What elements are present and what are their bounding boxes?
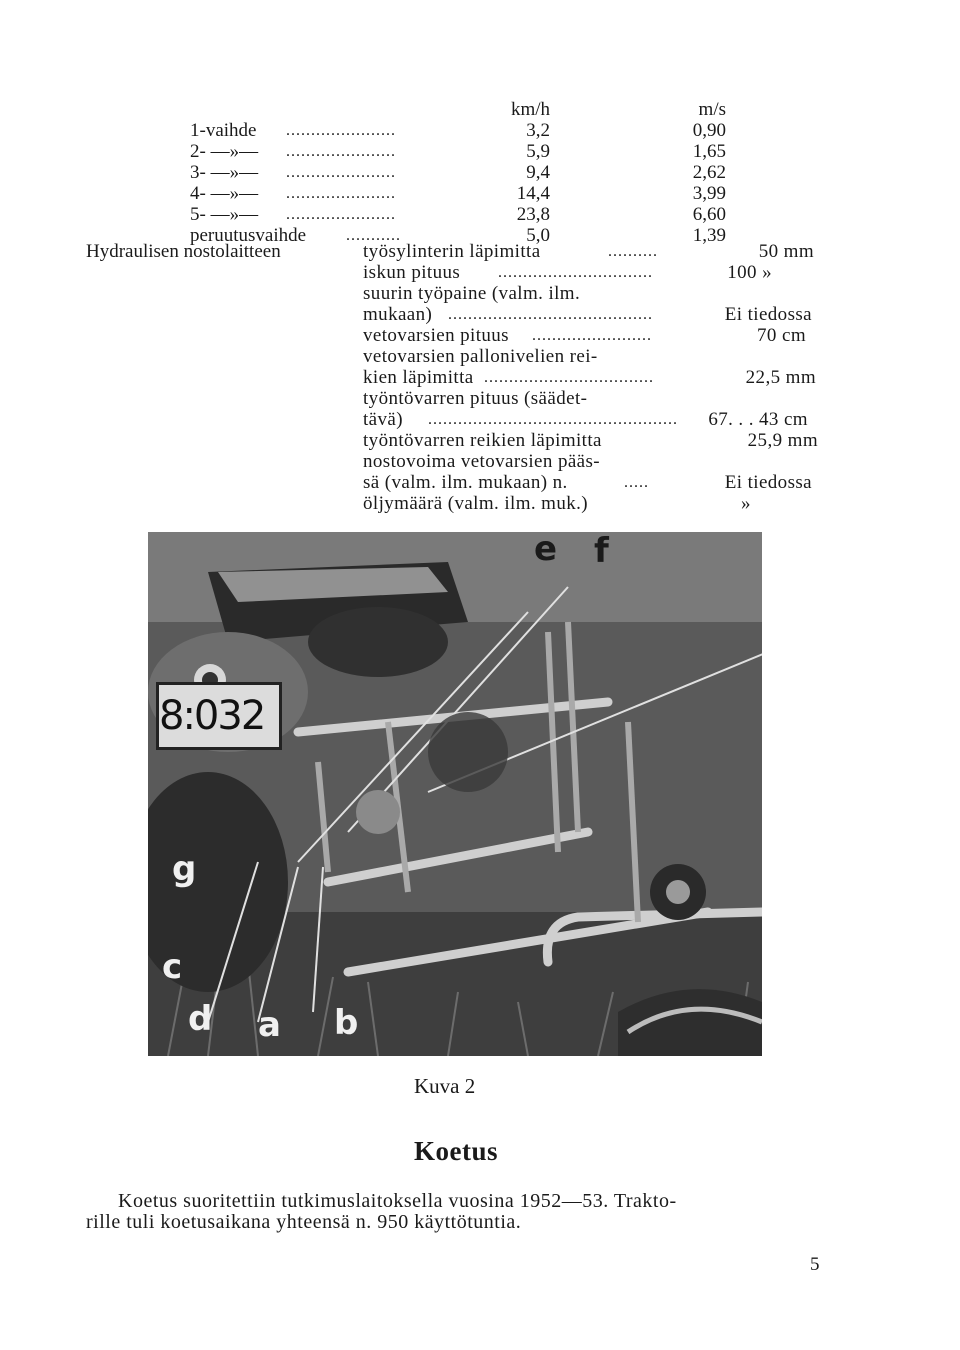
spec-label: iskun pituus bbox=[363, 262, 461, 283]
hydraulics-heading: Hydraulisen nostolaitteen bbox=[86, 241, 281, 262]
speed-ms: 2,62 bbox=[692, 162, 726, 183]
leader-dots: ......................................... bbox=[448, 306, 653, 323]
page-number: 5 bbox=[810, 1254, 820, 1275]
leader-dots: .......... bbox=[608, 243, 658, 260]
spec-label: sä (valm. ilm. mukaan) n. bbox=[363, 472, 568, 493]
leader-dots: ...................... bbox=[286, 143, 396, 160]
gear-label: 2- —»— bbox=[190, 141, 259, 162]
speed-ms: 0,90 bbox=[692, 120, 726, 141]
spec-label: nostovoima vetovarsien pääs- bbox=[363, 451, 601, 472]
gear-label: 1-vaihde bbox=[190, 120, 257, 141]
spec-value: Ei tiedossa bbox=[724, 304, 812, 325]
gear-label: peruutusvaihde bbox=[190, 225, 307, 246]
paragraph-line-1: Koetus suoritettiin tutkimuslaitoksella vuosina 1952—53. Trakto- bbox=[118, 1190, 677, 1212]
spec-value: 67. . . 43 cm bbox=[708, 409, 808, 430]
speed-kmh: 5,9 bbox=[526, 141, 550, 162]
photo-drawing bbox=[148, 532, 762, 1056]
leader-dots: ........................ bbox=[532, 327, 652, 344]
speed-ms: 6,60 bbox=[692, 204, 726, 225]
speed-kmh: 9,4 bbox=[526, 162, 550, 183]
spec-value: 25,9 mm bbox=[747, 430, 818, 451]
spec-label: työntövarren reikien läpimitta bbox=[363, 430, 602, 451]
photo-label-e: e bbox=[534, 532, 558, 569]
spec-label: työntövarren pituus (säädet- bbox=[363, 388, 588, 409]
spec-label: tävä) bbox=[363, 409, 403, 430]
spec-label: suurin työpaine (valm. ilm. bbox=[363, 283, 581, 304]
hitch-photograph bbox=[148, 532, 762, 1056]
spec-value: 50 mm bbox=[758, 241, 814, 262]
spec-value: 70 cm bbox=[757, 325, 806, 346]
leader-dots: ........... bbox=[346, 227, 401, 244]
spec-value: Ei tiedossa bbox=[724, 472, 812, 493]
figure-caption: Kuva 2 bbox=[414, 1074, 476, 1098]
photo-label-g: g bbox=[172, 849, 197, 889]
spec-label: kien läpimitta bbox=[363, 367, 474, 388]
speed-kmh: 23,8 bbox=[516, 204, 550, 225]
photo-label-b: b bbox=[334, 1003, 359, 1043]
speed-kmh: 14,4 bbox=[516, 183, 550, 204]
gear-label: 4- —»— bbox=[190, 183, 259, 204]
spec-value: 22,5 mm bbox=[745, 367, 816, 388]
speed-ms: 1,39 bbox=[692, 225, 726, 246]
speed-ms: 3,99 bbox=[692, 183, 726, 204]
leader-dots: ..... bbox=[624, 474, 649, 491]
gear-label: 5- —»— bbox=[190, 204, 259, 225]
speed-kmh: 3,2 bbox=[526, 120, 550, 141]
spec-label: öljymäärä (valm. ilm. muk.) bbox=[363, 493, 589, 514]
leader-dots: ...................... bbox=[286, 206, 396, 223]
speed-kmh: 5,0 bbox=[526, 225, 550, 246]
photo-label-c: c bbox=[162, 947, 183, 987]
leader-dots: ...................... bbox=[286, 122, 396, 139]
spec-label: työsylinterin läpimitta bbox=[363, 241, 541, 262]
spec-label: vetovarsien pallonivelien rei- bbox=[363, 346, 598, 367]
spec-value: 100 » bbox=[727, 262, 772, 283]
leader-dots: ...................... bbox=[286, 164, 396, 181]
header-kmh: km/h bbox=[510, 99, 550, 120]
photo-label-d: d bbox=[188, 999, 213, 1039]
paragraph-line-2: rille tuli koetusaikana yhteensä n. 950 käyttötuntia. bbox=[86, 1211, 522, 1233]
license-plate: 8:032 bbox=[156, 682, 282, 750]
spec-label: vetovarsien pituus bbox=[363, 325, 509, 346]
section-heading: Koetus bbox=[414, 1136, 498, 1166]
speed-ms: 1,65 bbox=[692, 141, 726, 162]
gear-label: 3- —»— bbox=[190, 162, 259, 183]
header-ms: m/s bbox=[698, 99, 726, 120]
spec-value: » bbox=[741, 493, 751, 514]
photo-label-a: a bbox=[258, 1005, 281, 1045]
photo-label-f: f bbox=[594, 532, 609, 571]
leader-dots: ............................... bbox=[498, 264, 653, 281]
leader-dots: .................................. bbox=[484, 369, 654, 386]
spec-label: mukaan) bbox=[363, 304, 433, 325]
leader-dots: .................................................. bbox=[428, 411, 678, 428]
leader-dots: ...................... bbox=[286, 185, 396, 202]
